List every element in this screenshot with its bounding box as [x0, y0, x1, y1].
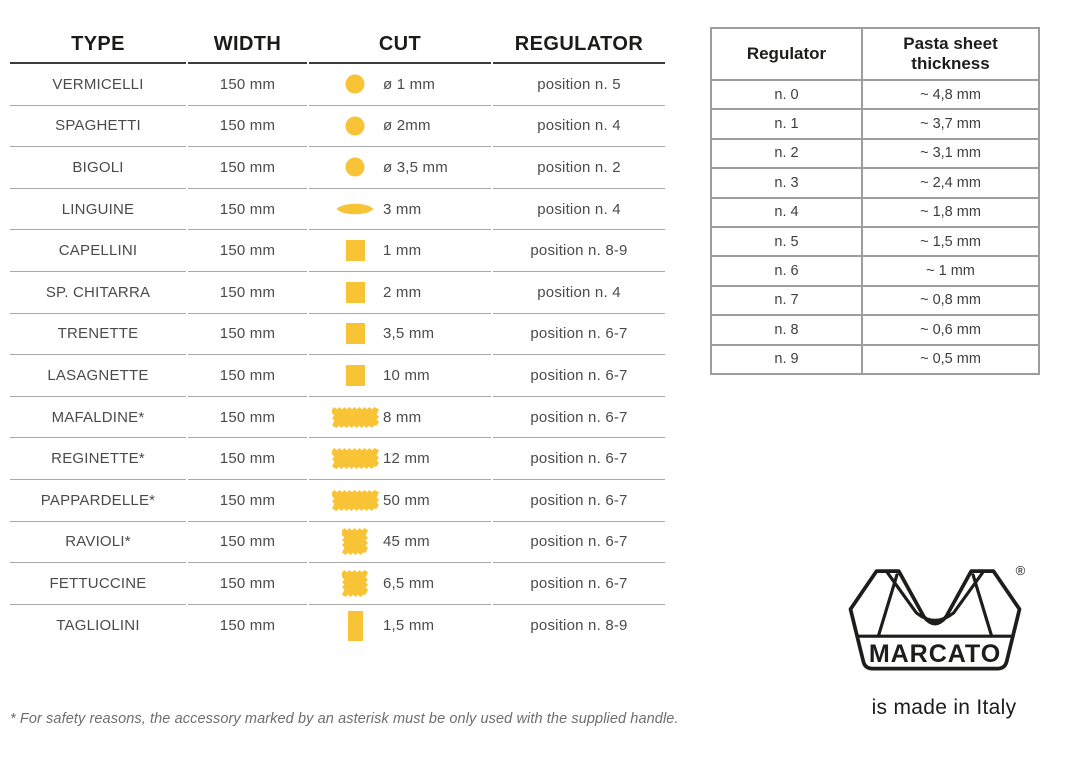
cut-cell — [309, 189, 491, 231]
square-icon — [346, 240, 365, 261]
cut-size-label: 12 mm — [383, 450, 430, 468]
thickness-cell: ~ 1,5 mm — [920, 233, 981, 250]
width-cell: 150 mm — [219, 617, 276, 635]
regulator-header-label: Regulator — [746, 44, 827, 64]
thickness-cell: ~ 3,7 mm — [920, 116, 981, 133]
lens-icon — [336, 201, 374, 217]
table-row — [712, 346, 1038, 373]
regulator-table-header — [712, 29, 1038, 81]
regulator-position-cell: n. 5 — [712, 228, 863, 255]
type-cell: RAVIOLI* — [10, 522, 186, 564]
rect-tall-icon — [348, 611, 363, 641]
type-cell: PAPPARDELLE* — [10, 480, 186, 522]
regulator-position-cell: n. 3 — [712, 169, 863, 196]
regulator-cell: position n. 2 — [493, 147, 665, 189]
cut-size-label: 50 mm — [383, 491, 430, 509]
cut-shape — [331, 407, 379, 428]
regulator-position-cell: n. 7 — [712, 287, 863, 314]
cut-cell — [309, 563, 491, 605]
registered-trademark-icon: ® — [1015, 562, 1026, 578]
thickness-header-label: Pasta sheet thickness — [903, 34, 998, 73]
thickness-cell: ~ 0,8 mm — [920, 292, 981, 309]
thickness-cell: ~ 2,4 mm — [920, 174, 981, 191]
table-row — [712, 316, 1038, 345]
cut-cell — [309, 106, 491, 148]
regulator-position-cell: n. 9 — [712, 346, 863, 373]
width-cell: 150 mm — [188, 563, 307, 605]
table-row — [10, 314, 665, 356]
circle-icon — [345, 74, 365, 94]
table-row — [10, 605, 665, 647]
regulator-cell: position n. 4 — [493, 189, 665, 231]
regulator-cell: position n. 5 — [493, 64, 665, 106]
regulator-cell: position n. 6-7 — [493, 563, 665, 605]
cut-size-label: ø 1 mm — [383, 75, 436, 93]
width-cell: 150 mm — [188, 314, 307, 356]
regulator-cell: position n. 6-7 — [493, 397, 665, 439]
thickness-cell: ~ 4,8 mm — [920, 86, 981, 103]
cut-shape — [331, 448, 379, 469]
regulator-cell: position n. 8-9 — [493, 230, 665, 272]
cut-shape — [331, 611, 379, 641]
table-row — [10, 147, 665, 189]
square-zigzag-icon — [342, 528, 368, 555]
regulator-cell: position n. 8-9 — [530, 617, 628, 635]
regulator-table-body — [712, 81, 1038, 373]
cut-cell — [309, 605, 491, 647]
width-cell: 150 mm — [188, 355, 307, 397]
cut-size-label: 2 mm — [383, 283, 422, 301]
cut-size-label: 3,5 mm — [383, 325, 435, 343]
cut-shape — [331, 116, 379, 136]
column-header-width: WIDTH — [188, 26, 307, 64]
type-cell: BIGOLI — [10, 147, 186, 189]
cut-size-label: ø 3,5 mm — [383, 158, 448, 176]
column-header-type: TYPE — [10, 26, 186, 64]
cut-shape — [331, 323, 379, 344]
regulator-cell: position n. 6-7 — [493, 314, 665, 356]
width-cell: 150 mm — [188, 147, 307, 189]
table-row — [10, 272, 665, 314]
cut-shape — [331, 570, 379, 597]
accessory-table-body — [10, 64, 665, 646]
regulator-cell: position n. 6-7 — [493, 480, 665, 522]
thickness-cell: ~ 1,8 mm — [920, 204, 981, 221]
square-icon — [346, 282, 365, 303]
type-cell: CAPELLINI — [10, 230, 186, 272]
type-cell: SP. CHITARRA — [10, 272, 186, 314]
table-row — [712, 199, 1038, 228]
type-cell: TAGLIOLINI — [56, 617, 140, 635]
cut-shape — [331, 201, 379, 217]
width-cell: 150 mm — [188, 64, 307, 106]
width-cell: 150 mm — [188, 189, 307, 231]
cut-size-label: ø 2mm — [383, 117, 431, 135]
cut-size-label: 1,5 mm — [383, 617, 435, 635]
table-row — [10, 397, 665, 439]
regulator-cell: position n. 6-7 — [493, 355, 665, 397]
column-header-regulator — [712, 29, 863, 79]
cut-shape — [331, 240, 379, 261]
table-row — [712, 110, 1038, 139]
cut-cell — [309, 480, 491, 522]
table-row — [10, 438, 665, 480]
width-cell: 150 mm — [188, 397, 307, 439]
cut-shape — [331, 365, 379, 386]
table-row — [712, 287, 1038, 316]
regulator-cell: position n. 4 — [493, 106, 665, 148]
cut-size-label: 6,5 mm — [383, 574, 435, 592]
cut-cell — [309, 314, 491, 356]
cut-shape — [331, 528, 379, 555]
type-cell: VERMICELLI — [10, 64, 186, 106]
table-row — [10, 189, 665, 231]
table-row — [712, 81, 1038, 110]
cut-cell — [309, 272, 491, 314]
type-cell: LINGUINE — [10, 189, 186, 231]
width-cell: 150 mm — [188, 480, 307, 522]
square-icon — [346, 323, 365, 344]
table-row — [10, 106, 665, 148]
cut-cell — [309, 355, 491, 397]
cut-shape — [331, 490, 379, 511]
type-cell: SPAGHETTI — [10, 106, 186, 148]
safety-footnote: * For safety reasons, the accessory marked by an asterisk must be only used with the supplied handle. — [10, 711, 679, 727]
accessory-table-header — [10, 26, 665, 64]
regulator-position-cell: n. 8 — [712, 316, 863, 343]
column-header-thickness — [863, 29, 1038, 79]
cut-cell — [309, 147, 491, 189]
regulator-cell: position n. 6-7 — [493, 438, 665, 480]
regulator-position-cell: n. 1 — [712, 110, 863, 137]
type-cell: REGINETTE* — [10, 438, 186, 480]
table-row — [10, 480, 665, 522]
regulator-position-cell: n. 2 — [712, 140, 863, 167]
table-row — [712, 169, 1038, 198]
width-cell: 150 mm — [188, 522, 307, 564]
column-header-cut: CUT — [309, 26, 491, 64]
type-cell: MAFALDINE* — [10, 397, 186, 439]
circle-icon — [345, 157, 365, 177]
type-cell: LASAGNETTE — [10, 355, 186, 397]
marcato-logo-icon — [843, 560, 1027, 690]
circle-icon — [345, 116, 365, 136]
made-in-italy-tagline: is made in Italy — [871, 696, 1017, 719]
cut-cell — [309, 397, 491, 439]
table-row — [712, 140, 1038, 169]
thickness-cell: ~ 0,5 mm — [920, 351, 981, 368]
ribbon-zigzag-icon — [332, 407, 379, 428]
table-row — [712, 228, 1038, 257]
type-cell: TRENETTE — [10, 314, 186, 356]
table-row — [10, 64, 665, 106]
thickness-cell: ~ 0,6 mm — [920, 321, 981, 338]
table-row — [712, 257, 1038, 286]
cut-cell — [309, 64, 491, 106]
width-cell: 150 mm — [188, 272, 307, 314]
cut-cell — [309, 438, 491, 480]
ribbon-zigzag-icon — [332, 490, 379, 511]
width-cell: 150 mm — [188, 438, 307, 480]
width-cell: 150 mm — [188, 230, 307, 272]
thickness-cell: ~ 1 mm — [926, 263, 975, 280]
regulator-cell: position n. 4 — [493, 272, 665, 314]
regulator-table — [710, 27, 1040, 375]
width-cell: 150 mm — [188, 106, 307, 148]
cut-cell — [309, 230, 491, 272]
regulator-position-cell: n. 4 — [712, 199, 863, 226]
cut-size-label: 1 mm — [383, 242, 422, 260]
cut-cell — [309, 522, 491, 564]
table-row — [10, 230, 665, 272]
table-row — [10, 355, 665, 397]
column-header-regulator: REGULATOR — [493, 26, 665, 64]
marcato-logo — [843, 560, 1027, 690]
cut-shape — [331, 282, 379, 303]
type-cell: FETTUCCINE — [10, 563, 186, 605]
square-icon — [346, 365, 365, 386]
table-row — [10, 522, 665, 564]
thickness-cell: ~ 3,1 mm — [920, 145, 981, 162]
cut-shape — [331, 74, 379, 94]
regulator-position-cell: n. 0 — [712, 81, 863, 108]
marcato-logo-text: MARCATO — [868, 640, 1002, 669]
cut-size-label: 45 mm — [383, 533, 430, 551]
cut-size-label: 10 mm — [383, 366, 430, 384]
cut-size-label: 3 mm — [383, 200, 422, 218]
accessory-table — [10, 26, 665, 646]
square-zigzag-icon — [342, 570, 368, 597]
ribbon-zigzag-icon — [332, 448, 379, 469]
regulator-cell: position n. 6-7 — [493, 522, 665, 564]
regulator-position-cell: n. 6 — [712, 257, 863, 284]
cut-shape — [331, 157, 379, 177]
table-row — [10, 563, 665, 605]
cut-size-label: 8 mm — [383, 408, 422, 426]
